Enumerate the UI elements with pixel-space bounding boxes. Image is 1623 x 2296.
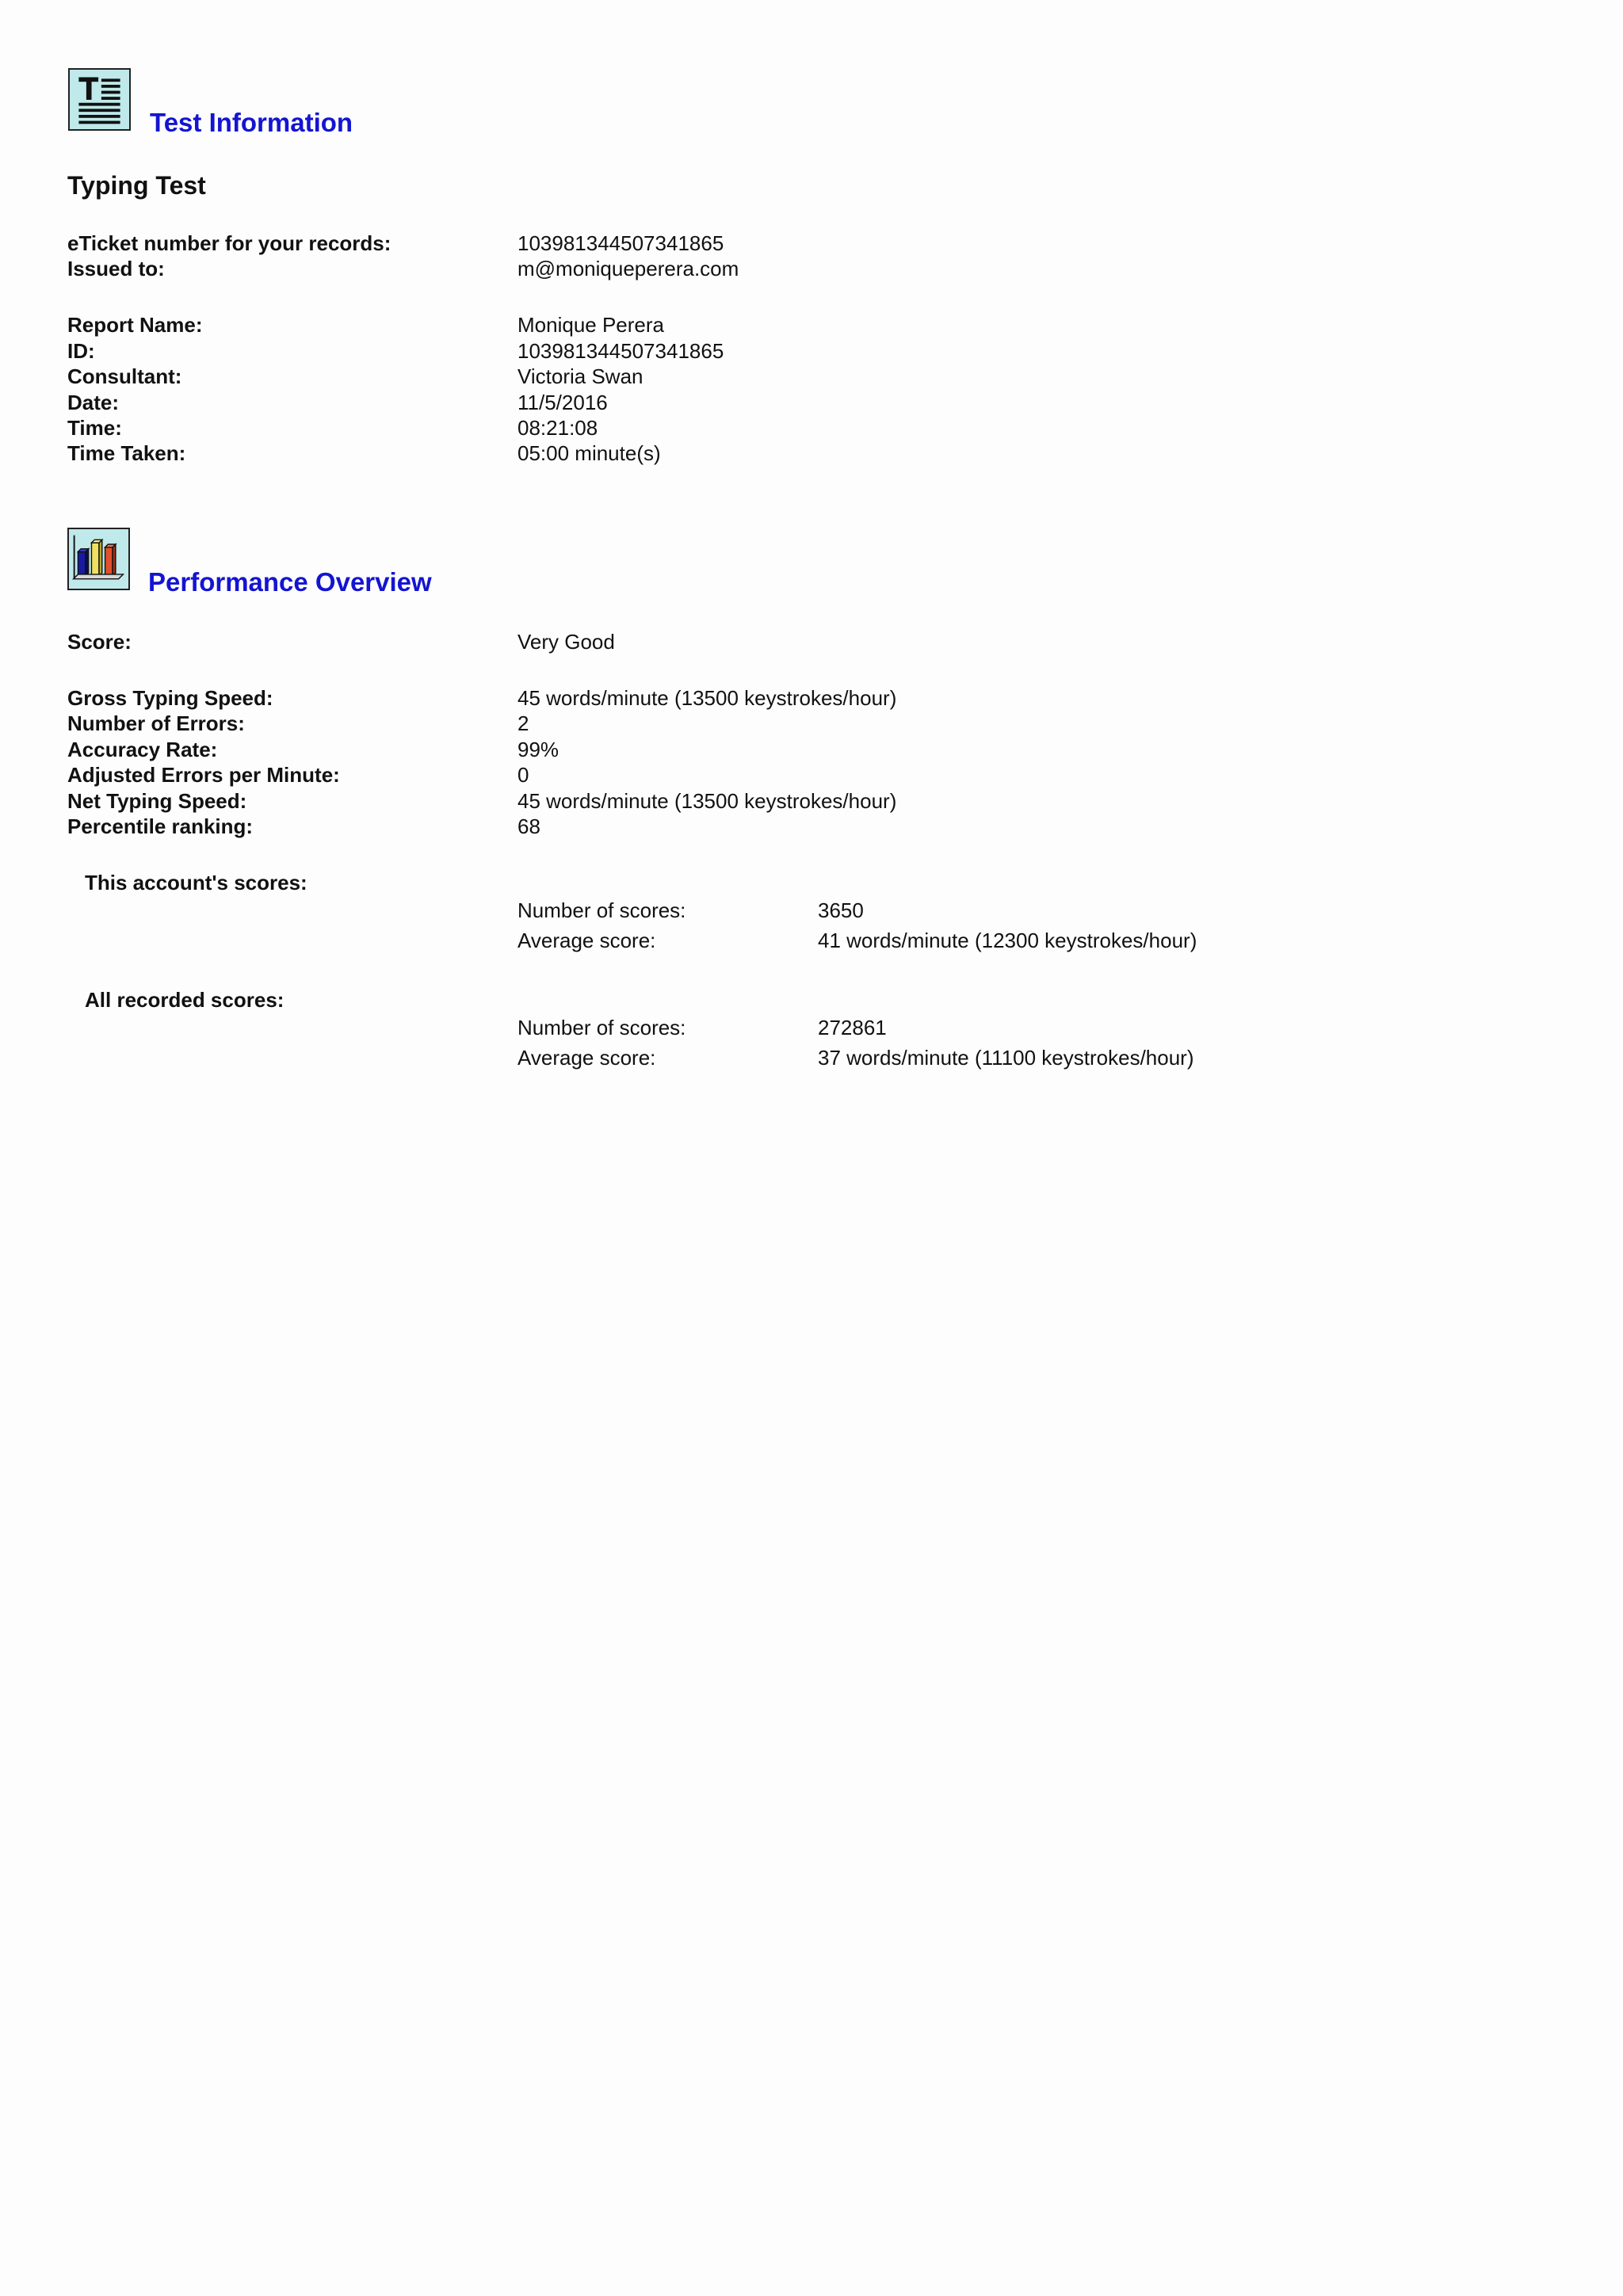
eticket-label: eTicket number for your records: [67,231,391,255]
percentile-ranking-value: 68 [517,814,540,838]
all-scores-count-label: Number of scores: [517,1016,686,1039]
issued-to-value: m@moniqueperera.com [517,257,739,280]
all-scores-count-value: 272861 [818,1016,887,1039]
net-typing-speed-label: Net Typing Speed: [67,789,247,813]
document-text-icon [68,68,131,131]
net-typing-speed-value: 45 words/minute (13500 keystrokes/hour) [517,789,897,813]
id-value: 103981344507341865 [517,339,724,363]
percentile-ranking-label: Percentile ranking: [67,814,254,838]
account-scores-average-label: Average score: [517,929,656,952]
score-label: Score: [67,630,132,654]
account-scores-count-value: 3650 [818,898,864,922]
number-of-errors-label: Number of Errors: [67,711,245,735]
date-label: Date: [67,391,120,414]
account-scores-count-label: Number of scores: [517,898,686,922]
account-scores-label: This account's scores: [85,871,307,894]
time-taken-value: 05:00 minute(s) [517,441,661,465]
eticket-value: 103981344507341865 [517,231,724,255]
section-heading-test-information: Test Information [150,108,353,137]
consultant-label: Consultant: [67,364,182,388]
all-scores-average-label: Average score: [517,1046,656,1070]
account-scores-average-value: 41 words/minute (12300 keystrokes/hour) [818,929,1197,952]
adjusted-errors-label: Adjusted Errors per Minute: [67,763,340,787]
gross-typing-speed-value: 45 words/minute (13500 keystrokes/hour) [517,686,897,710]
accuracy-rate-value: 99% [517,738,559,761]
issued-to-label: Issued to: [67,257,165,280]
gross-typing-speed-label: Gross Typing Speed: [67,686,273,710]
bar-chart-icon [67,528,130,590]
adjusted-errors-value: 0 [517,763,529,787]
id-label: ID: [67,339,95,363]
all-scores-label: All recorded scores: [85,988,285,1012]
time-taken-label: Time Taken: [67,441,186,465]
time-label: Time: [67,416,122,440]
report-name-label: Report Name: [67,313,203,337]
accuracy-rate-label: Accuracy Rate: [67,738,218,761]
time-value: 08:21:08 [517,416,598,440]
document-title: Typing Test [67,171,206,200]
consultant-value: Victoria Swan [517,364,643,388]
all-scores-average-value: 37 words/minute (11100 keystrokes/hour) [818,1046,1194,1070]
number-of-errors-value: 2 [517,711,529,735]
section-heading-performance-overview: Performance Overview [148,567,432,597]
score-value: Very Good [517,630,615,654]
date-value: 11/5/2016 [517,391,608,414]
report-name-value: Monique Perera [517,313,664,337]
